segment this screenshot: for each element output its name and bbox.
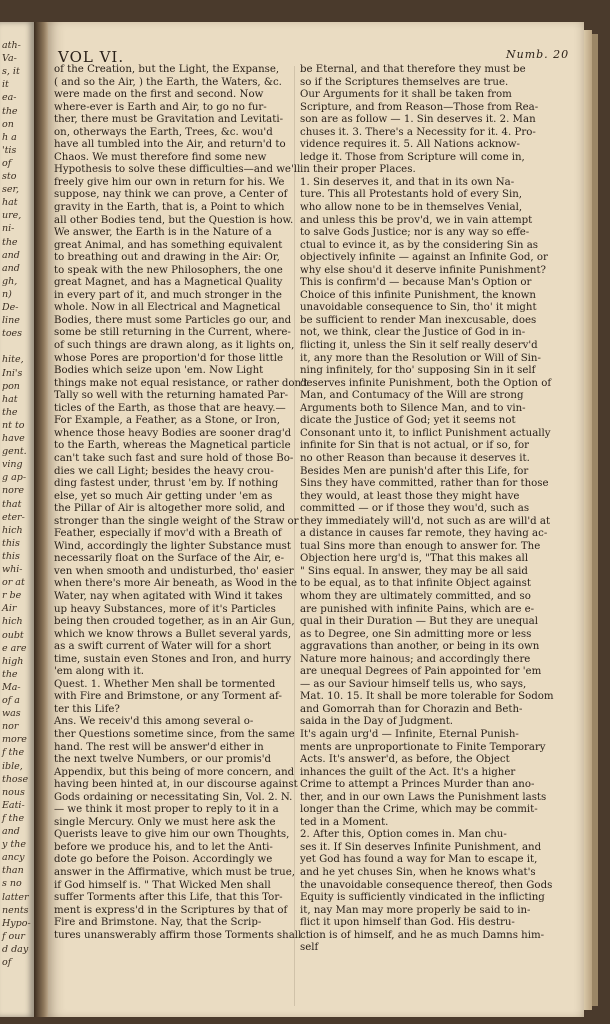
text-line: ter this Life? [54,703,120,715]
margin-fragment: the [2,406,18,418]
text-line: with Fire and Brimstone, or any Torment af- [54,691,282,703]
text-line: the Pillar of Air is altogether more solid, and [54,503,286,515]
margin-fragment: latter [2,891,29,903]
text-line: it, nay Man may more properly be said to in- [300,904,531,916]
margin-fragment: g ap- [2,472,27,484]
text-line: Equity is sufficiently vindicated in the inflicting [300,892,545,904]
text-line: Man, and Contumacy of the Will are strong [300,390,524,402]
text-line: dies we call Light; besides the heavy crou- [54,465,274,477]
text-line: Choice of this infinite Punishment, the known [300,289,536,301]
margin-fragment: more [2,734,27,746]
text-line: in their proper Places. [300,164,416,176]
text-line: It's again urg'd — Infinite, Eternal Punish- [300,728,519,740]
text-line: Hypothesis to solve these difficulties—and we'll [54,164,301,176]
margin-fragment: Hypo- [2,917,31,929]
text-line: not, we think, clear the Justice of God in in- [300,327,526,339]
text-line: gravity in the Earth, that is, a Point to which [54,202,285,214]
margin-fragment: oubt [2,629,24,641]
margin-fragment: sto [2,171,17,182]
text-line: ted in a Moment. [300,816,389,828]
text-line: are unequal Degrees of Pain appointed for 'em [300,666,542,678]
margin-fragment: nore [2,485,25,497]
text-line: having been hinted at, in our discourse against [54,779,298,791]
text-line: ven when smooth and undisturbed, tho' easier [54,565,294,577]
margin-fragment: f the [2,812,25,824]
margin-fragment: d day [2,943,29,955]
text-line: ther, and in our own Laws the Punishment lasts [300,791,547,803]
margin-fragment: Eati- [2,799,25,811]
margin-fragment: ure, [2,210,22,222]
margin-fragment: this [2,550,20,562]
text-line: great Animal, and has something equivalent [54,239,283,251]
text-column-right [300,64,554,955]
text-line: be Eternal, and that therefore they must be [300,64,526,75]
margin-fragment: toes [2,328,23,340]
text-line: 2. After this, Option comes in. Man chu- [300,829,507,841]
text-line: ments are unproportionate to Finite Temporary [300,741,546,753]
text-line: as a swift current of Water will for a short [54,641,272,653]
text-line: to speak with the new Philosophers, the one [54,264,283,276]
text-line: answer in the Affirmative, which must be true, [54,867,295,878]
text-line: Nature more hainous; and accordingly there [300,653,531,665]
text-line: freely give him our own in return for his. We [54,176,285,188]
margin-fragment: or at [2,577,25,589]
margin-fragment: and [2,826,20,837]
text-line: to salve Gods Justice; nor is any way so effe- [300,227,530,239]
margin-fragment: the [2,105,18,117]
margin-fragment: line [2,315,20,327]
text-line: inhances the guilt of the Act. It's a higher [300,766,516,778]
text-line: self [300,942,319,954]
margin-fragment: this [2,537,20,549]
text-line: be sufficient to render Man inexcusable, does [300,314,537,326]
text-line: chuses it. 3. There's a Necessity for it. 4. Pro- [300,126,536,138]
margin-fragment: Ini's [2,367,23,379]
text-line: some be still returning in the Current, where- [54,327,291,339]
text-line: are punished with infinite Pains, which are e- [300,603,535,615]
text-line: great Magnet, and has a Magnetical Quality [54,277,283,289]
text-line: where-ever is Earth and Air, to go no fur- [54,101,267,113]
text-line: Bodies which seize upon 'em. Now Light [54,365,264,377]
text-line: hand. The rest will be answer'd either in [54,741,264,753]
margin-fragment: Air [2,603,17,615]
text-line: whom they are ultimately committed, and so [300,590,531,602]
text-line: the unavoidable consequence thereof, then Gods [300,879,553,891]
text-line: Fire and Brimstone. Nay, that the Scrip- [54,917,262,929]
text-line: ther, there must be Gravitation and Levitati- [54,114,284,126]
text-line: Quest. 1. Whether Men shall be tormented [54,678,276,690]
text-line: when there's more Air beneath, as Wood in the [54,578,298,590]
margin-fragment: r be [2,590,22,602]
text-line: can't take such fast and sure hold of those Bo- [54,452,294,464]
text-line: ment is express'd in the Scriptures by that of [54,904,288,916]
margin-fragment: of [2,957,12,968]
text-line: Querists leave to give him our own Thoughts, [54,829,290,841]
margin-fragment: eter- [2,511,25,523]
text-line: Wind, accordingly the lighter Substance must [54,540,291,552]
text-line: no other Reason than because it deserves it. [300,452,530,464]
margin-fragment: was [2,708,21,720]
text-line: dicate the Justice of God; yet it seems not [300,415,516,427]
margin-fragment: f our [2,930,25,942]
text-line: stronger than the single weight of the Straw or [54,515,299,527]
text-line: tual Sins more than enough to answer for. The [300,540,541,552]
margin-fragment: gh, [2,275,18,287]
text-line: tures unanswerably affirm those Torments shall [54,929,302,941]
text-line: ning infinitely, for tho' supposing Sin in it self [300,365,536,377]
page-stack-shadow [592,34,598,1006]
margin-fragment: ancy [2,852,25,864]
margin-fragment: Ma- [2,681,21,693]
margin-fragment: ni- [2,223,15,235]
margin-fragment: nous [2,786,25,798]
previous-page-edge [0,22,34,1017]
text-line: being then crouded together, as in an Air Gun, [54,616,295,628]
text-line: dote go before the Poison. Accordingly we [54,854,273,866]
text-line: why else shou'd it deserve infinite Punishment? [300,264,547,276]
text-line: ture. This all Protestants hold of every Sin, [300,189,523,201]
text-line: if God himself is. " That Wicked Men shall [54,879,271,891]
margin-fragment: have [2,433,25,444]
margin-fragment: pon [2,380,20,392]
text-column-left [54,64,308,942]
text-line: Bodies, there must some Particles go our, and [54,314,292,326]
text-line: For Example, a Feather, as a Stone, or Iron, [54,415,280,427]
text-line: before we produce his, and to let the Anti- [54,841,273,853]
text-line: ( and so the Air, ) the Earth, the Waters, &c. [54,76,282,88]
margin-fragment: whi- [2,564,23,575]
text-line: necessarily float on the Surface of the Air, e- [54,553,285,565]
margin-fragment: ath- [2,40,21,51]
text-line: Mat. 10. 15. It shall be more tolerable for Sodom [300,691,554,703]
text-line: Arguments both to Silence Man, and to vin- [300,402,526,414]
text-line: Consonant unto it, to inflict Punishment actually [300,427,551,439]
text-line: Chaos. We must therefore find some new [54,151,267,163]
margin-fragment: hite, [2,354,24,366]
text-line: Acts. It's answer'd, as before, the Object [300,754,510,766]
column-divider [294,66,295,1006]
text-line: flicting it, unless the Sin it self really deserv'd [300,340,538,352]
text-line: Objection here urg'd is, "That this makes all [300,553,529,565]
margin-fragment: ea- [2,92,17,104]
text-line: Ans. We receiv'd this among several o- [54,716,254,728]
margin-fragment: of a [2,695,20,706]
text-line: suffer Torments after this Life, that this Tor- [54,892,283,904]
margin-fragment: hich [2,616,23,628]
margin-fragment: nor [2,721,19,733]
text-line: committed — or if those they wou'd, such as [300,503,530,515]
margin-fragment: hat [2,197,18,209]
text-line: son are as follow — 1. Sin deserves it. 2. Man [300,114,536,126]
text-line: whose Pores are proportion'd for those little [54,352,284,364]
text-line: ding fastest under, thrust 'em by. If nothing [54,478,279,490]
margin-fragment: n) [2,288,12,300]
text-line: infinite for Sin that is not actual, or if so, for [300,440,530,452]
margin-fragment: of [2,157,12,169]
text-line: to be equal, as to that infinite Object against [300,578,531,590]
margin-fragment: hat [2,393,18,405]
text-line: of such things are drawn along, as it lights on, [54,340,295,352]
running-head-volume: VOL VI. [58,48,125,66]
text-line: so if the Scriptures themselves are true. [300,76,509,88]
text-line: single Mercury. Only we must here ask the [54,816,276,828]
margin-fragment: that [2,498,22,510]
text-line: yet God has found a way for Man to escape it, [300,854,538,866]
text-line: saida in the Day of Judgment. [300,716,454,728]
text-line: it, any more than the Resolution or Will of Sin- [300,352,541,364]
text-line: 1. Sin deserves it, and that in its own Na- [300,176,515,188]
text-line: — we think it most proper to reply to it in a [54,804,279,816]
margin-fragment: y the [2,839,26,851]
margin-fragment: and [2,262,20,274]
margin-fragment: those [2,773,29,785]
text-line: ses it. If Sin deserves Infinite Punishment, and [300,841,542,853]
text-line: ctual to evince it, as by the considering Sin as [300,239,539,251]
text-line: of the Creation, but the Light, the Expanse, [54,64,280,75]
text-line: they immediately will'd, not such as are will'd at [300,515,551,527]
text-line: who allow none to be in themselves Venial, [300,202,523,214]
text-line: all other Bodies tend, but the Question is how. [54,214,294,226]
text-line: ther Questions sometime since, from the same [54,728,295,740]
margin-fragment: nents [2,904,29,916]
margin-fragment: ving [2,459,23,471]
text-line: have all tumbled into the Air, and return'd to [54,139,286,151]
text-line: time, sustain even Stones and Iron, and hurry [54,653,292,665]
margin-fragment: high [2,655,24,667]
text-line: 'em along with it. [54,666,144,678]
text-line: which we know throws a Bullet several yards, [54,628,292,640]
text-line: unavoidable consequence to Sin, tho' it might [300,302,537,314]
text-line: and unless this be prov'd, we in vain attempt [300,214,533,226]
text-line: to breathing out and drawing in the Air: Or, [54,252,280,264]
text-line: a distance in causes far remote, they having ac- [300,528,548,540]
text-line: Besides Men are punish'd after this Life, for [300,465,529,477]
text-line: suppose, nay think we can prove, a Center of [54,189,288,201]
text-line: up heavy Substances, more of it's Particles [54,603,276,615]
text-line: We answer, the Earth is in the Nature of a [54,227,272,239]
text-line: Tally so well with the returning hamated Par- [54,390,289,402]
text-line: whole. Now in all Electrical and Magnetical [54,302,281,314]
margin-fragment: nt to [2,419,25,431]
text-line: on, otherways the Earth, Trees, &c. wou'd [54,126,273,138]
margin-fragment: the [2,236,18,248]
text-line: This is confirm'd — because Man's Option or [300,277,532,289]
margin-fragment: it [2,79,9,91]
margin-fragment: on [2,118,14,130]
margin-fragment: gent. [2,446,27,458]
text-line: whence those heavy Bodies are sooner drag'd [54,427,292,439]
text-line: ledge it. Those from Scripture will come in, [300,151,525,163]
margin-fragment: f the [2,747,25,759]
text-line: else, yet so much Air getting under 'em as [54,490,273,502]
margin-fragment: ser, [2,184,20,196]
text-line: longer than the Crime, which may be commit- [300,804,538,816]
text-line: and Gomorrah than for Chorazin and Beth- [300,703,523,715]
text-line: aggravations than another, or being in its own [300,641,540,653]
text-line: — as our Saviour himself tells us, who says, [300,678,527,690]
margin-fragment: ible, [2,760,23,772]
text-line: as to Degree, one Sin admitting more or less [300,628,532,640]
text-line: Scripture, and from Reason—Those from Rea- [300,101,539,113]
margin-fragment: e are [2,642,27,654]
margin-fragment: and [2,249,20,261]
text-line: to the Earth, whereas the Magnetical particle [54,440,291,452]
margin-fragment: s no [2,878,22,890]
text-line: Gods ordaining or necessitating Sin, Vol. 2. N. [54,791,293,803]
text-line: flict it upon himself than God. His destru- [300,917,515,929]
margin-fragment: the [2,668,18,680]
text-line: Crime to attempt a Princes Murder than ano- [300,779,535,791]
text-line: ticles of the Earth, as those that are heavy.— [54,402,286,414]
book-page [48,22,584,1017]
text-line: Feather, especially if mov'd with a Breath of [54,528,282,540]
text-line: ction is of himself, and he as much Damns him- [300,929,545,941]
text-line: Water, nay when agitated with Wind it takes [54,590,283,602]
text-line: they would, at least those they might have [300,490,520,502]
text-line: in every part of it, and much stronger in the [54,289,282,301]
text-line: qual in their Duration — But they are unequal [300,616,538,628]
text-line: objectively infinite — against an Infinite God, or [300,252,548,264]
running-head-number: Numb. 20 [506,48,570,61]
text-line: were made on the first and second. Now [54,89,264,101]
text-line: and he yet chuses Sin, when he knows what's [300,867,536,878]
margin-fragment: than [2,865,24,877]
margin-fragment: hich [2,524,23,536]
text-line: the next twelve Numbers, or our promis'd [54,754,272,766]
text-line: Appendix, but this being of more concern, and [54,766,295,778]
margin-fragment: De- [2,302,19,313]
text-line: vidence requires it. 5. All Nations acknow- [300,139,520,151]
text-line: " Sins equal. In answer, they may be all said [300,565,528,577]
text-line: Our Arguments for it shall be taken from [300,89,512,101]
margin-fragment: Va- [2,53,17,65]
margin-fragment: h a [2,131,17,143]
text-line: Sins they have committed, rather than for those [300,478,549,490]
text-line: things make not equal resistance, or rather don't [54,377,308,389]
page-stack-edge [584,30,592,1010]
margin-fragment: s, it [2,66,20,78]
text-line: deserves infinite Punishment, both the Option of [300,377,552,389]
margin-fragment: 'tis [2,144,17,156]
